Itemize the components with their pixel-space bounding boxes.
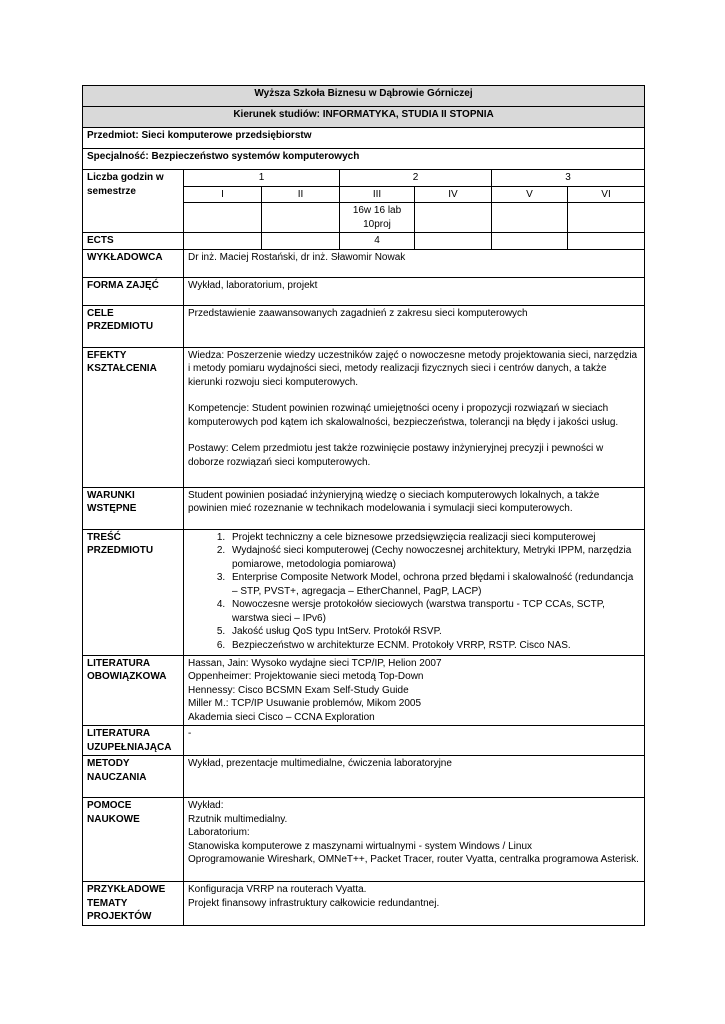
form-row [83, 277, 645, 305]
methods-row [83, 756, 645, 798]
semester-1: I [184, 186, 262, 203]
literature-value [184, 655, 645, 726]
prereq-label: WARUNKI WSTĘPNE [83, 487, 184, 529]
specialty-title: Specjalność: Bezpieczeństwo systemów komputerowych [83, 149, 645, 170]
semester-4: IV [415, 186, 492, 203]
list-item: 5. Jakość usług QoS typu IntServ. Protokół RSVP. [228, 625, 640, 639]
effects-competences: Kompetencje: Student powinien rozwinąć umiejętności oceny i propozycji rozwiązań w sieciach komputerowych pod kątem ich skalowalności, bezpieczeństwa, tolerancji na błędy i jakości usług. [188, 403, 619, 428]
list-item: 2. Wydajność sieci komputerowej (Cechy nowoczesnej architektury, Metryki IPPM, narzędzia pomiarowe, metodologia pomiarowa) [228, 544, 640, 571]
semester-3-hours [340, 203, 415, 233]
projects-label: PRZYKŁADOWE TEMATY PROJEKTÓW [83, 882, 184, 926]
syllabus-table [82, 85, 645, 926]
subject-row [83, 128, 645, 149]
ects-row [83, 233, 645, 250]
semester-3-hours-line1: 16w 16 lab [352, 205, 402, 216]
literature-row [83, 655, 645, 726]
semester-3-hours-line2: 10proj [363, 218, 391, 230]
program-row [83, 107, 645, 128]
content-value [184, 529, 645, 655]
specialty-row [83, 149, 645, 170]
ects-value: 4 [340, 233, 415, 250]
aids-row [83, 798, 645, 882]
effects-attitudes: Postawy: Celem przedmiotu jest także rozwinięcie postawy inżynieryjnej precyzji i pewności w doborze rozwiązań sieci komputerowych. [188, 443, 604, 468]
list-item: 3. Enterprise Composite Network Model, ochrona przed błędami i skalowalność (redundancja – STP, PVST+, agregacja – EtherChannel, PagP, LACP) [228, 571, 640, 598]
prereq-row [83, 487, 645, 529]
methods-label: METODY NAUCZANIA [83, 756, 184, 798]
effects-row [83, 347, 645, 487]
literature-item: Oppenheimer: Projektowanie sieci metodą Top-Down [188, 671, 424, 682]
subject-title: Przedmiot: Sieci komputerowe przedsiębiorstw [83, 128, 645, 149]
methods-value: Wykład, prezentacje multimedialne, ćwiczenia laboratoryjne [184, 756, 645, 798]
semester-3: III [340, 186, 415, 203]
literature-item: Miller M.: TCP/IP Usuwanie problemów, Mikom 2005 [188, 698, 422, 709]
literature-item: Akademia sieci Cisco – CCNA Exploration [188, 711, 375, 723]
prereq-value: Student powinien posiadać inżynieryjną wiedzę o sieciach komputerowych lokalnych, a także powinien mieć rozeznanie w technikach modelowania i symulacji sieci komputerowych. [184, 487, 645, 529]
literature-extra-row [83, 726, 645, 756]
literature-item: Hennessy: Cisco BCSMN Exam Self-Study Guide [188, 684, 409, 696]
goals-label: CELE PRZEDMIOTU [83, 305, 184, 347]
literature-extra-label: LITERATURA UZUPEŁNIAJĄCA [83, 726, 184, 756]
program-title: Kierunek studiów: INFORMATYKA, STUDIA II STOPNIA [83, 107, 645, 128]
school-name: Wyższa Szkoła Biznesu w Dąbrowie Górniczej [83, 86, 645, 107]
lecturer-value: Dr inż. Maciej Rostański, dr inż. Sławomir Nowak [184, 249, 645, 277]
aids-value: Wykład: Rzutnik multimedialny. Laboratorium: Stanowiska komputerowe z maszynami wirtualnymi - system Windows / Linux Oprogramowanie Wireshark, OMNeT++, Packet Tracer, router Vyatta, centralka programowa Asterisk. [184, 798, 645, 882]
semester-2: II [262, 186, 340, 203]
school-row [83, 86, 645, 107]
literature-extra-value: - [184, 726, 645, 756]
goals-row [83, 305, 645, 347]
semester-5: V [492, 186, 568, 203]
content-label: TREŚĆ PRZEDMIOTU [83, 529, 184, 655]
semester-1-hours [184, 203, 262, 233]
aids-label: POMOCE NAUKOWE [83, 798, 184, 882]
semester-6: VI [568, 186, 645, 203]
semester-4-hours [415, 203, 492, 233]
lecturer-label: WYKŁADOWCA [83, 249, 184, 277]
lecturer-row [83, 249, 645, 277]
years-row [83, 170, 645, 187]
projects-row [83, 882, 645, 926]
year-3: 3 [492, 170, 645, 187]
projects-value: Konfiguracja VRRP na routerach Vyatta. Projekt finansowy infrastruktury całkowicie redundantnej. [184, 882, 645, 926]
effects-knowledge: Wiedza: Poszerzenie wiedzy uczestników zajęć o nowoczesne metody projektowania sieci, narzędzia i metody pomiaru wydajności sieci, metody realizacji fizycznych sieci i centrów danych, a także kierunki rozwoju sieci komputerowych. [188, 349, 638, 388]
content-list [188, 531, 640, 653]
list-item: 1. Projekt techniczny a cele biznesowe przedsięwzięcia realizacji sieci komputerowej [228, 531, 640, 545]
list-item: 6. Bezpieczeństwo w architekturze ECNM. Protokoły VRRP, RSTP. Cisco NAS. [228, 639, 640, 653]
effects-label: EFEKTY KSZTAŁCENIA [83, 347, 184, 487]
content-row [83, 529, 645, 655]
form-value: Wykład, laboratorium, projekt [184, 277, 645, 305]
form-label: FORMA ZAJĘĆ [83, 277, 184, 305]
year-1: 1 [184, 170, 340, 187]
hours-label: Liczba godzin w semestrze [83, 170, 184, 233]
literature-item: Hassan, Jain: Wysoko wydajne sieci TCP/IP, Helion 2007 [188, 657, 442, 669]
semester-5-hours [492, 203, 568, 233]
semester-6-hours [568, 203, 645, 233]
list-item: 4. Nowoczesne wersje protokołów sieciowych (warstwa transportu - TCP CCAs, SCTP, warstwa sieci – IPv6) [228, 598, 640, 625]
ects-label: ECTS [83, 233, 184, 250]
semester-2-hours [262, 203, 340, 233]
effects-value [184, 347, 645, 487]
literature-label: LITERATURA OBOWIĄZKOWA [83, 655, 184, 726]
goals-value: Przedstawienie zaawansowanych zagadnień z zakresu sieci komputerowych [184, 305, 645, 347]
year-2: 2 [340, 170, 492, 187]
